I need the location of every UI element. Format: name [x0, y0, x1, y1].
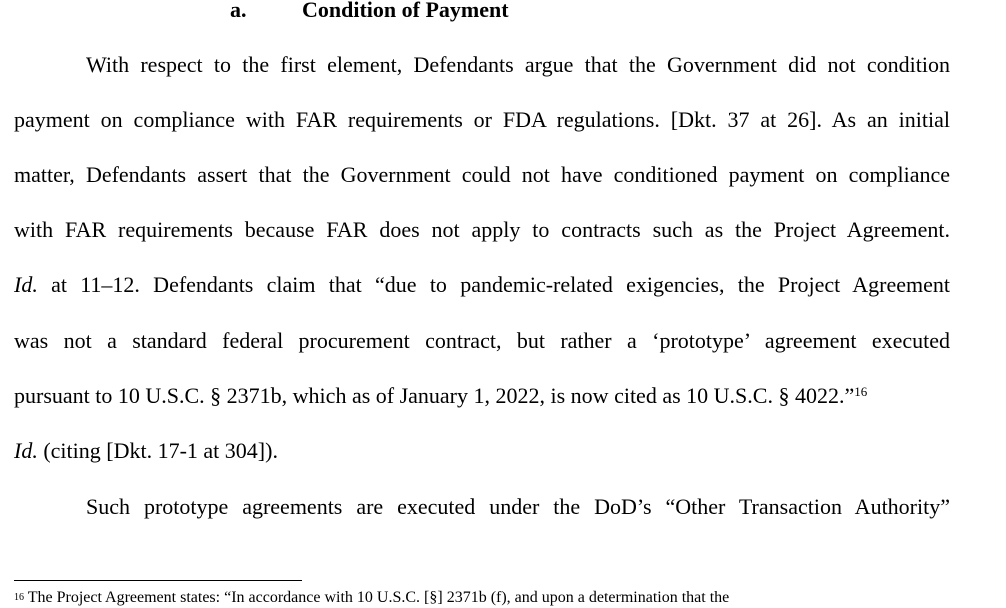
footnote-reference[interactable]: 16	[854, 384, 868, 399]
paragraph-line-text: pursuant to 10 U.S.C. § 2371b, which as of January 1, 2022, is now cited as 10 U.S.C. § 4022.”	[14, 383, 855, 408]
paragraph-line: Such prototype agreements are executed under the DoD’s “Other Transaction Authority”	[86, 494, 950, 519]
footnote-number: 16	[14, 592, 24, 603]
section-letter: a.	[230, 0, 247, 22]
footnote-divider	[14, 580, 302, 581]
citation-id: Id.	[14, 438, 38, 463]
section-heading	[0, 0, 1006, 26]
paragraph-line: matter, Defendants assert that the Government could not have conditioned payment on compliance	[14, 162, 950, 187]
paragraph-line	[14, 270, 950, 300]
paragraph-line-text: (citing [Dkt. 17-1 at 304]).	[37, 438, 278, 463]
paragraph-line: With respect to the first element, Defendants argue that the Government did not condition	[86, 52, 950, 77]
paragraph-line: with FAR requirements because FAR does not apply to contracts such as the Project Agreement.	[14, 217, 950, 242]
paragraph-line: payment on compliance with FAR requirements or FDA regulations. [Dkt. 37 at 26]. As an initial	[14, 107, 950, 132]
paragraph-line	[14, 436, 950, 466]
section-title: Condition of Payment	[302, 0, 509, 22]
paragraph-line: was not a standard federal procurement contract, but rather a ‘prototype’ agreement executed	[14, 328, 950, 353]
paragraph-line-text: at 11–12. Defendants claim that “due to pandemic-related exigencies, the Project Agreement	[37, 272, 950, 297]
citation-id: Id.	[14, 272, 38, 297]
footnote	[14, 588, 1004, 608]
footnote-text: The Project Agreement states: “In accordance with 10 U.S.C. [§] 2371b (f), and upon a determination that the	[24, 589, 730, 606]
paragraph-line	[14, 381, 950, 411]
